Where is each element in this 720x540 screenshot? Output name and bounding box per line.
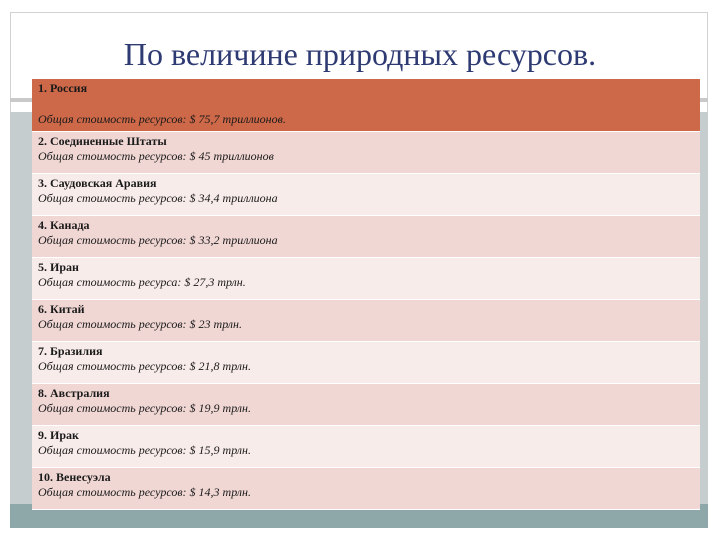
country-rank: 4. Канада [38,218,90,232]
resource-value: Общая стоимость ресурсов: $ 15,9 трлн. [38,443,251,457]
table-row [32,300,700,342]
resource-value: Общая стоимость ресурса: $ 27,3 трлн. [38,275,246,289]
resource-value: Общая стоимость ресурсов: $ 14,3 трлн. [38,485,251,499]
table-row [32,216,700,258]
country-rank: 6. Китай [38,302,85,316]
table-row [32,132,700,174]
left-side-panel [10,112,32,506]
resource-value: Общая стоимость ресурсов: $ 19,9 трлн. [38,401,251,415]
country-rank: 7. Бразилия [38,344,103,358]
resource-value: Общая стоимость ресурсов: $ 45 триллионов [38,149,274,163]
resources-table [32,79,700,510]
country-rank: 2. Соединенные Штаты [38,134,167,148]
table-row [32,342,700,384]
slide-title: По величине природных ресурсов. [123,36,597,72]
table-row [32,258,700,300]
country-rank: 1. Россия [38,81,88,95]
table-row [32,174,700,216]
country-rank: 5. Иран [38,260,79,274]
resource-value: Общая стоимость ресурсов: $ 33,2 триллиона [38,233,278,247]
country-rank: 8. Австралия [38,386,110,400]
resource-value: Общая стоимость ресурсов: $ 21,8 трлн. [38,359,251,373]
resource-value: Общая стоимость ресурсов: $ 34,4 триллиона [38,191,278,205]
resource-value: Общая стоимость ресурсов: $ 23 трлн. [38,317,242,331]
table-row [32,468,700,510]
table-row [32,79,700,132]
country-rank: 3. Саудовская Аравия [38,176,157,190]
country-rank: 9. Ирак [38,428,79,442]
resource-value: Общая стоимость ресурсов: $ 75,7 триллионов. [38,112,286,126]
table-row [32,426,700,468]
country-rank: 10. Венесуэла [38,470,111,484]
table-row [32,384,700,426]
right-side-panel [700,112,708,506]
